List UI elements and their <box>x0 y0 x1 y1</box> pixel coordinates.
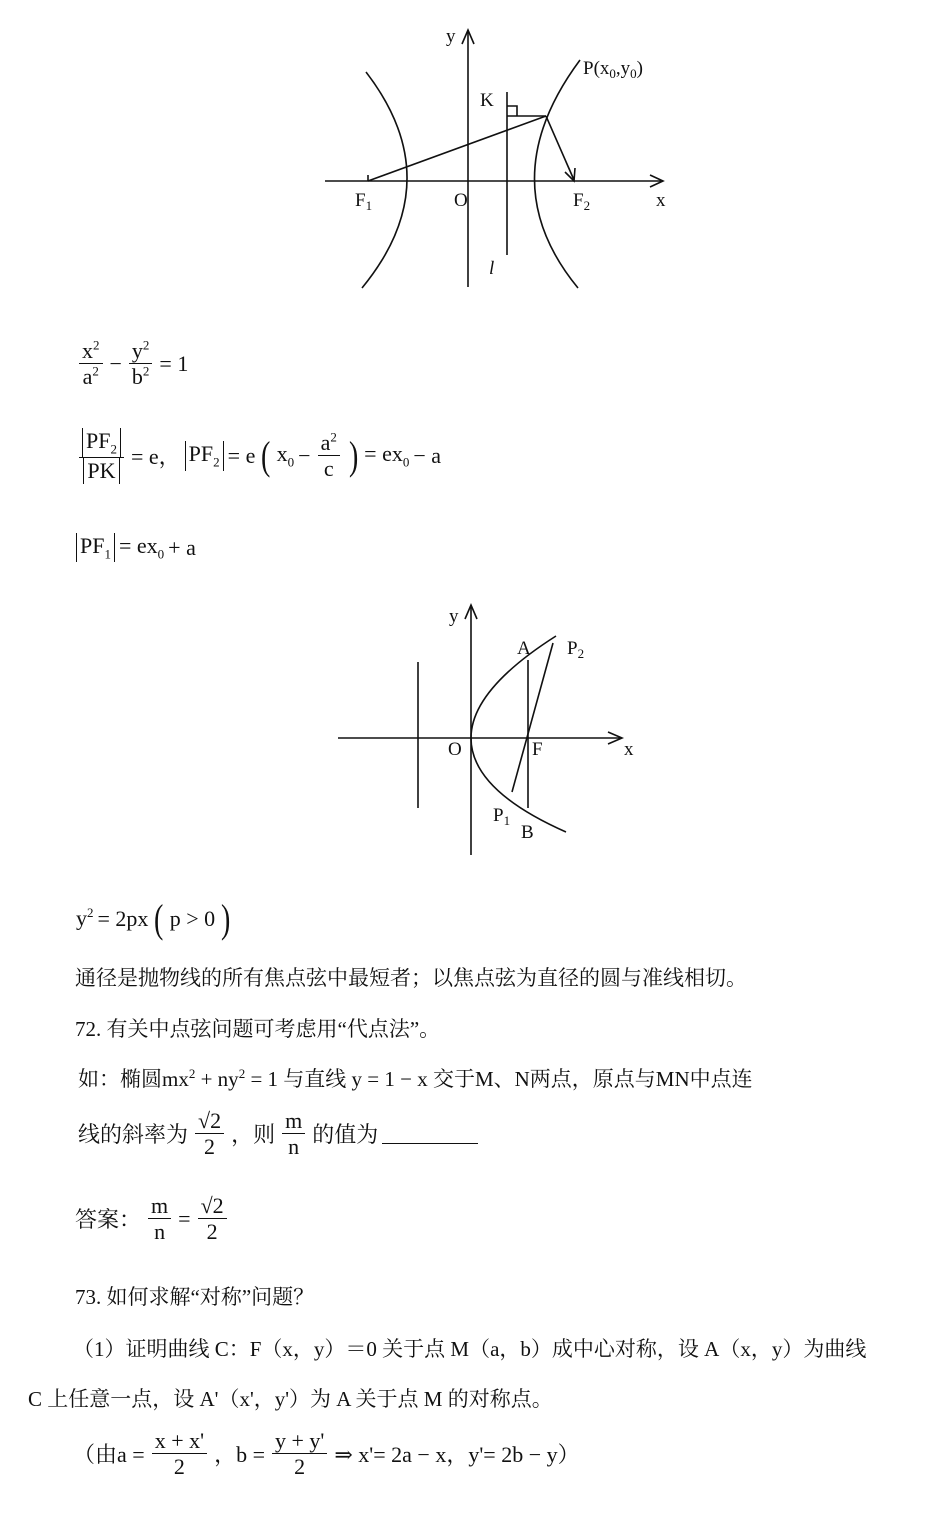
label-b: B <box>521 822 534 843</box>
example-line-1: 如：椭圆$mx^2 + ny^2 = 1$ 与直线 y = 1 − x 交于M、N两点，原点与MN中点连 <box>78 1066 753 1091</box>
segment-pf1 <box>368 116 546 181</box>
paragraph-line-2: C 上任意一点，设 A'（x'，y'）为 A 关于点 M 的对称点。 <box>28 1387 553 1411</box>
right-angle-mark <box>507 106 517 116</box>
label-f2: $F_2$ <box>573 190 591 213</box>
label-k: K <box>480 90 494 111</box>
hyperbola-figure <box>0 0 947 300</box>
segment-pf2 <box>546 116 574 180</box>
answer-blank <box>382 1123 478 1144</box>
section-72-heading: 72. 有关中点弦问题可考虑用“代点法”。 <box>75 1017 441 1041</box>
label-l: l <box>489 258 495 279</box>
label-x: x <box>656 190 666 211</box>
right-branch <box>534 60 580 288</box>
label-f1: $F_1$ <box>355 190 373 213</box>
example-line-2: 线的斜率为 $\frac{√2}{2}$ ，则 $\frac{m}{n}$ 的值为 <box>78 1108 478 1160</box>
latus-rectum-note: 通径是抛物线的所有焦点弦中最短者；以焦点弦为直径的圆与准线相切。 <box>75 966 747 990</box>
answer-line: 答案： $\frac{m}{n}$ = $\frac{√2}{2}$ <box>75 1193 230 1245</box>
label-a: A <box>517 638 531 659</box>
label-y: y <box>449 606 459 627</box>
focal-chord <box>512 643 553 792</box>
section-73-heading: 73. 如何求解“对称”问题？ <box>75 1285 315 1309</box>
label-f: F <box>532 739 543 760</box>
pf1-formula: $PF_1$ = $ex_0$ + a <box>76 533 196 562</box>
label-origin: O <box>454 190 468 211</box>
parabola-curve <box>471 636 566 832</box>
label-x: x <box>624 739 634 760</box>
parabola-figure <box>0 590 947 870</box>
label-p: $P(x_0,y_0)$ <box>583 58 643 81</box>
paragraph-line-1: （1）证明曲线 C：F（x，y）＝0 关于点 M（a，b）成中心对称，设 A（x，y）为曲线 <box>73 1337 867 1361</box>
eccentricity-formula: $\frac{PF_2}{PK}$ = e， $PF_2$ = e ( $x_0$ − $\frac{a^2}{c}$ ) = $ex_0$ − a <box>76 428 441 484</box>
label-p1: $P_1$ <box>493 805 511 828</box>
hyperbola-equation: $\frac{x^2}{a^2}$ − $\frac{y^2}{b^2}$ = 1 <box>76 338 188 390</box>
derivation-line: （由a = $\frac{x + x'}{2}$ ，b = $\frac{y + y'}{2}$ ⇒ x'= 2a − x，y'= 2b − y） <box>73 1428 580 1480</box>
label-y: y <box>446 26 456 47</box>
label-p2: $P_2$ <box>567 638 585 661</box>
label-origin: O <box>448 739 462 760</box>
parabola-equation: $y^2$ = 2px ( p > 0 ) <box>76 896 231 941</box>
